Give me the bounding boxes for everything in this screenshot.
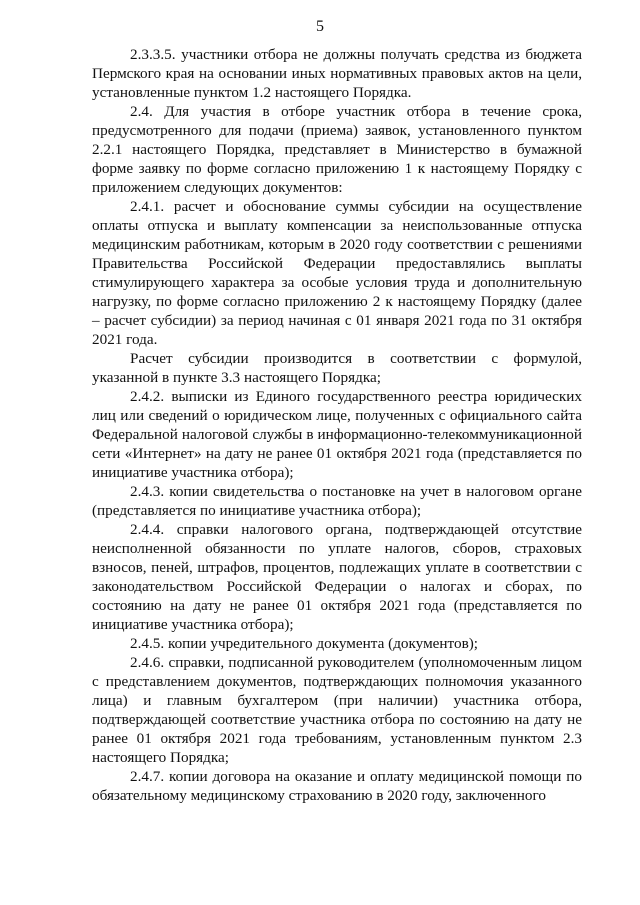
paragraph-subsidy-calculation: Расчет субсидии производится в соответствии с формулой, указанной в пункте 3.3 настоящего Порядка; xyxy=(92,350,582,386)
paragraph-2-4-3: 2.4.3. копии свидетельства о постановке на учет в налоговом органе (представляется по инициативе участника отбора); xyxy=(92,483,582,519)
paragraph-2-4-2: 2.4.2. выписки из Единого государственного реестра юридических лиц или сведений о юридическом лице, полученных с официального сайта Федеральной налоговой службы в информационно-телекоммуникационной сети «Интернет» на дату не ранее 01 октября 2021 года (представляется по инициативе участника отбора); xyxy=(92,388,582,481)
document-body xyxy=(92,45,582,805)
paragraph-2-4-6: 2.4.6. справки, подписанной руководителем (уполномоченным лицом с представлением документов, подтверждающих полномочия указанного лица) и главным бухгалтером (при наличии) участника отбора, подтверждающей соответствие участника отбора по состоянию на дату не ранее 01 октября 2021 года требованиям, установленным пунктом 2.3 настоящего Порядка; xyxy=(92,654,582,766)
paragraph-2-4-1: 2.4.1. расчет и обоснование суммы субсидии на осуществление оплаты отпуска и выплату компенсации за неиспользованные отпуска медицинским работникам, которым в 2020 году соответствии с решениями Правительства Российской Федерации предоставлялись выплаты стимулирующего характера за особые условия труда и дополнительную нагрузку, по форме согласно приложению 2 к настоящему Порядку (далее – расчет субсидии) за период начиная с 01 января 2021 года по 31 октября 2021 года. xyxy=(92,198,582,348)
paragraph-2-4: 2.4. Для участия в отборе участник отбора в течение срока, предусмотренного для подачи (приема) заявок, установленного пунктом 2.2.1 настоящего Порядка, представляет в Министерство в бумажной форме заявку по форме согласно приложению 1 к настоящему Порядку с приложением следующих документов: xyxy=(92,103,582,196)
paragraph-2-4-4: 2.4.4. справки налогового органа, подтверждающей отсутствие неисполненной обязанности по уплате налогов, сборов, страховых взносов, пеней, штрафов, процентов, подлежащих уплате в соответствии с законодательством Российской Федерации о налогах и сборах, по состоянию на дату не ранее 01 октября 2021 года (представляется по инициативе участника отбора); xyxy=(92,521,582,633)
page-number: 5 xyxy=(316,18,324,35)
paragraph-2-3-3-5: 2.3.3.5. участники отбора не должны получать средства из бюджета Пермского края на основании иных нормативных правовых актов на цели, установленные пунктом 1.2 настоящего Порядка. xyxy=(92,46,582,101)
paragraph-2-4-5: 2.4.5. копии учредительного документа (документов); xyxy=(130,635,479,652)
paragraph-2-4-7: 2.4.7. копии договора на оказание и оплату медицинской помощи по обязательному медицинскому страхованию в 2020 году, заключенного xyxy=(92,768,582,804)
